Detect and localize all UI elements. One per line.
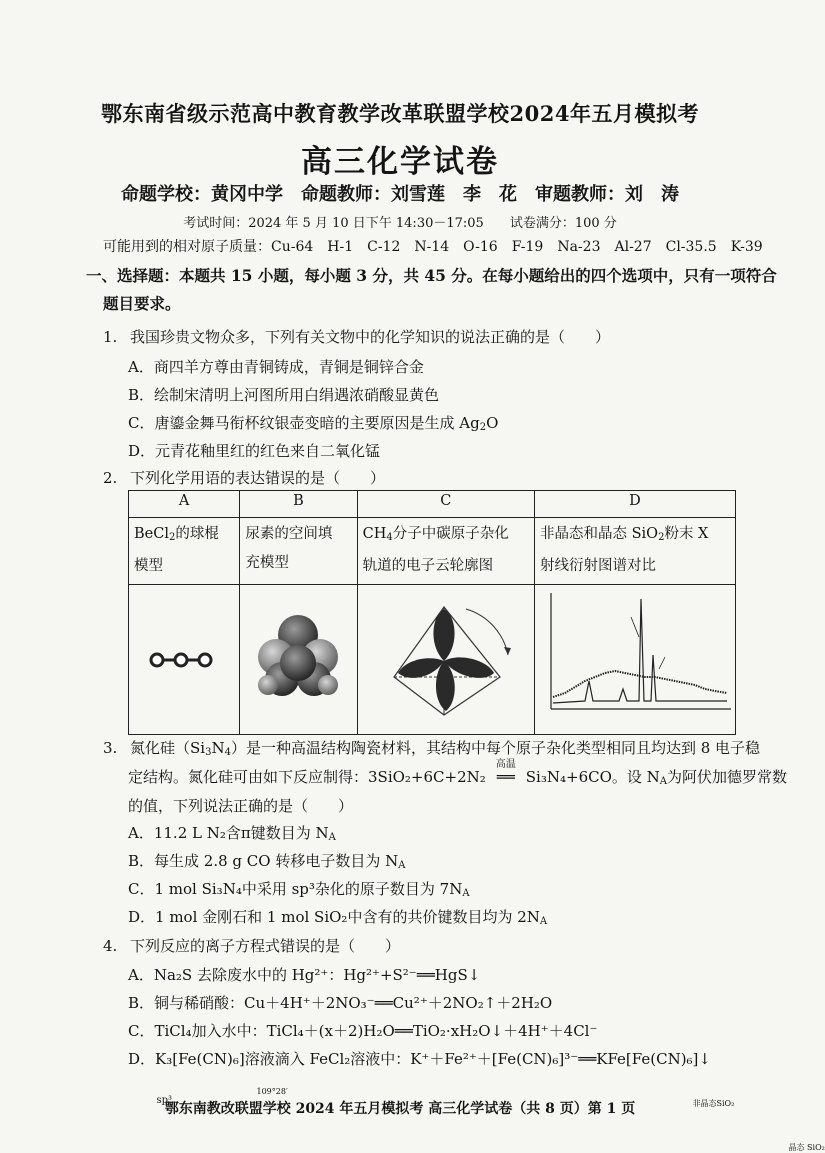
urea-model-figure [240, 585, 350, 730]
sp3-orbital-figure [358, 585, 528, 730]
question-number: 4. [103, 937, 118, 955]
question-1-stem [103, 326, 610, 347]
exam-time-info: 考试时间：2024 年 5 月 10 日下午 14:30－17:05 试卷满分：100 分 [183, 216, 617, 231]
q1-option-a: A．商四羊方尊由青铜铸成，青铜是铜锌合金 [128, 358, 424, 376]
q4-option-b: B．铜与稀硝酸：Cu＋4H⁺＋2NO₃⁻══Cu²⁺＋2NO₂↑＋2H₂O [128, 994, 553, 1012]
t: 为阿伏加德罗常数 [667, 768, 788, 786]
sub: 3 [205, 747, 212, 758]
sub: 2 [658, 532, 665, 543]
exam-title-subject: 高三化学试卷 [301, 144, 499, 180]
sub: A [539, 916, 548, 927]
desc-a [129, 518, 240, 585]
t: 分子中碳原子杂化 [392, 526, 509, 542]
q4-option-a: A．Na₂S 去除废水中的 Hg²⁺：Hg²⁺+S²⁻══HgS↓ [128, 966, 481, 984]
t: 模型 [134, 558, 163, 574]
label-crystal: 晶态 SiO₂ [788, 1142, 825, 1152]
image-a-ball-stick [129, 585, 240, 735]
image-b-space-filling [240, 585, 357, 735]
sub: A [328, 832, 336, 843]
t: BeCl [134, 526, 169, 542]
stem-text: 我国珍贵文物众多，下列有关文物中的化学知识的说法正确的是（ ） [130, 328, 611, 346]
t: D．1 mol 金刚石和 1 mol SiO₂中含有的共价键数目均为 2N [128, 908, 540, 926]
stem-text: 下列反应的离子方程式错误的是（ ） [130, 937, 401, 955]
t: 的球棍 [175, 526, 219, 542]
col-header-a: A [129, 491, 240, 518]
t: N [211, 739, 225, 757]
text: O [486, 414, 499, 432]
question-4-stem [103, 935, 400, 956]
sub: 4 [386, 532, 393, 543]
t: B．每生成 2.8 g CO 转移电子数目为 N [128, 852, 399, 870]
sub: A [659, 776, 668, 787]
subscript: 2 [479, 422, 487, 433]
t: CH [362, 526, 387, 542]
t: 轨道的电子云轮廓图 [362, 558, 494, 574]
atomic-masses: 可能用到的相对原子质量：Cu-64 H-1 C-12 N-14 O-16 F-19 Na-23 Al-27 Cl-35.5 K-39 [103, 239, 763, 255]
section1-instructions-cont: 题目要求。 [103, 294, 181, 313]
xrd-chart-figure [535, 585, 735, 730]
arrow-condition: 高温 [495, 759, 516, 770]
q1-option-b: B．绘制宋清明上河图所用白绢遇浓硝酸显黄色 [128, 386, 440, 404]
t: 非晶态和晶态 SiO [540, 526, 659, 542]
question-3-line2 [128, 759, 788, 787]
exam-credits: 命题学校：黄冈中学 命题教师：刘雪莲 李 花 审题教师：刘 涛 [121, 184, 679, 205]
sub: 2 [168, 532, 176, 543]
q3-option-c [128, 878, 470, 899]
text: C．唐鎏金舞马衔杯纹银壶变暗的主要原因是生成 Ag [128, 414, 480, 432]
page-footer: 鄂东南教改联盟学校 2024 年五月模拟考 高三化学试卷（共 8 页）第 1 页 [164, 1101, 636, 1117]
t: 射线衍射图谱对比 [540, 558, 656, 574]
stem-text: 下列化学用语的表达错误的是（ ） [130, 469, 386, 487]
q3-option-d [128, 906, 547, 927]
col-header-b: B [240, 491, 357, 518]
section1-instructions: 一、选择题：本题共 15 小题，每小题 3 分，共 45 分。在每小题给出的四个选项中，只有一项符合 [86, 266, 777, 285]
question-number: 2. [103, 469, 118, 487]
t: Si₃N₄+6CO。设 N [525, 768, 660, 786]
sub: 4 [224, 747, 231, 758]
q3-option-a [128, 822, 336, 843]
q3-option-b [128, 850, 405, 871]
col-header-c: C [357, 491, 534, 518]
t: C．1 mol Si₃N₄中采用 sp³杂化的原子数目为 7N [128, 880, 463, 898]
question-3-stem [103, 737, 760, 758]
label-angle: 109°28′ [256, 1086, 288, 1096]
q4-option-d: D．K₃[Fe(CN)₆]溶液滴入 FeCl₂溶液中：K⁺＋Fe²⁺＋[Fe(CN)₆]³⁻══KFe[Fe(CN)₆]↓ [128, 1050, 711, 1068]
sub: A [398, 860, 406, 871]
t: ）是一种高温结构陶瓷材料，其结构中每个原子杂化类型相同且均达到 8 电子稳 [230, 739, 761, 757]
sub: A [462, 888, 470, 899]
t: 定结构。氮化硅可由如下反应制得：3SiO₂+6C+2N₂ [128, 768, 486, 786]
t: 尿素的空间填 [245, 526, 333, 542]
t: 氮化硅（Si [130, 739, 206, 757]
question-2-stem [103, 467, 385, 488]
t: A．11.2 L N₂含π键数目为 N [128, 824, 329, 842]
label-amorphous: 非晶态SiO₂ [692, 1098, 735, 1108]
label-sp3-top: sp³ [156, 1094, 173, 1106]
t: 充模型 [245, 555, 289, 571]
q1-option-d: D．元青花釉里红的红色来自二氧化锰 [128, 442, 381, 460]
question-number: 3. [103, 739, 118, 757]
question-number: 1. [103, 328, 118, 346]
desc-d [535, 518, 736, 585]
becl2-model-figure [129, 585, 233, 730]
exam-title-line1: 鄂东南省级示范高中教育教学改革联盟学校2024年五月模拟考 [101, 101, 699, 126]
q1-option-c [128, 412, 498, 433]
desc-c [357, 518, 534, 585]
col-header-d: D [535, 491, 736, 518]
reaction-arrow: 高温 ══ [486, 768, 526, 786]
q4-option-c: C．TiCl₄加入水中：TiCl₄＋(x＋2)H₂O══TiO₂·xH₂O↓＋4H⁺＋4Cl⁻ [128, 1022, 598, 1040]
desc-b [240, 518, 357, 585]
t: 粉末 X [664, 526, 709, 542]
question-3-line3: 的值，下列说法正确的是（ ） [128, 797, 354, 815]
